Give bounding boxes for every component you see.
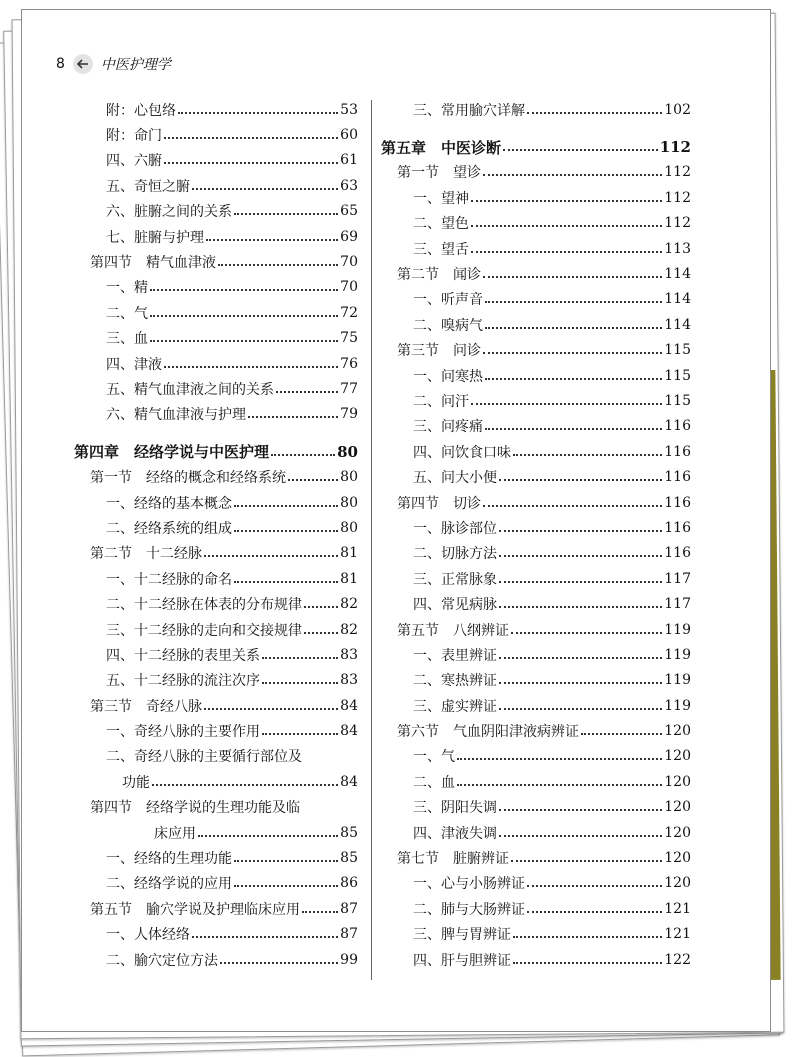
toc-entry-label: 第四节 精气血津液 [90,255,216,272]
toc-entry-label: 五、十二经脉的流注次序 [106,673,260,690]
section-gap [74,427,358,439]
dot-leader [499,581,662,583]
dot-leader [234,860,338,862]
toc-entry-label: 二、经络学说的应用 [106,876,232,893]
toc-item-entry[interactable] [74,376,358,401]
dot-leader [271,454,335,456]
toc-entry-label: 四、问饮食口味 [413,444,511,461]
toc-item-entry[interactable] [74,326,358,351]
toc-entry-page-number: 81 [340,570,358,587]
toc-entry-page-number: 120 [664,723,691,740]
toc-section-entry[interactable] [381,160,691,185]
toc-entry-page-number: 113 [664,240,691,257]
dot-leader [499,682,662,684]
page-header [56,52,171,76]
toc-chapter-entry[interactable] [381,134,691,159]
toc-entry-label: 四、津液失调 [413,825,497,842]
toc-entry-label: 四、六腑 [106,153,162,170]
dot-leader [513,962,662,964]
dot-leader [471,200,662,202]
toc-entry-page-number: 119 [664,672,691,689]
dot-leader [234,530,338,532]
toc-entry-page-number: 120 [664,875,691,892]
toc-entry-page-number: 120 [664,773,691,790]
dot-leader [152,784,338,786]
toc-entry-label: 四、十二经脉的表里关系 [106,647,260,664]
toc-entry-label: 二、奇经八脉的主要循行部位及 [106,749,302,766]
toc-item-entry[interactable] [74,617,358,642]
toc-entry-label: 三、十二经脉的走向和交接规律 [106,622,302,639]
toc-entry-label: 二、嗅病气 [413,317,483,334]
toc-entry-label: 三、正常脉象 [413,571,497,588]
toc-entry-page-number: 85 [340,824,358,841]
toc-entry-label: 二、十二经脉在体表的分布规律 [106,597,302,614]
toc-entry-page-number: 121 [664,900,691,917]
toc-entry-page-number: 119 [664,697,691,714]
toc-section-entry[interactable] [381,617,691,642]
toc-item-entry[interactable] [381,185,691,210]
toc-entry-page-number: 63 [340,177,358,194]
toc-entry-label: 第四章 经络学说与中医护理 [74,443,270,462]
toc-entry-label: 一、十二经脉的命名 [106,571,232,588]
toc-entry-label: 二、切脉方法 [413,546,497,563]
toc-entry-label: 第四节 经络学说的生理功能及临 [90,800,300,817]
toc-item-entry[interactable] [381,388,691,413]
dot-leader [288,479,338,481]
toc-entry-page-number: 119 [664,646,691,663]
dot-leader [457,784,662,786]
toc-item-entry[interactable] [381,591,691,616]
dot-leader [499,809,662,811]
toc-entry-page-number: 120 [664,824,691,841]
toc-left-column [74,97,358,972]
toc-entry-label: 五、奇恒之腑 [106,178,190,195]
toc-entry-page-number: 112 [664,189,691,206]
toc-entry-label: 床应用 [154,825,196,842]
toc-entry-page-number: 70 [340,254,358,271]
dot-leader [150,289,338,291]
toc-entry-label: 一、经络的基本概念 [106,495,232,512]
toc-entry-page-number: 116 [664,469,691,486]
toc-entry-label: 一、听声音 [413,292,483,309]
dot-leader [483,505,662,507]
dot-leader [234,213,338,215]
toc-entry-page-number: 79 [340,406,358,423]
toc-entry-label: 第五节 八纲辨证 [397,622,509,639]
toc-item-entry[interactable] [381,541,691,566]
toc-item-entry[interactable] [74,490,358,515]
toc-entry-label: 第三节 奇经八脉 [90,698,202,715]
toc-entry-label: 第四节 切诊 [397,495,481,512]
dot-leader [192,936,338,938]
toc-entry-label: 一、问寒热 [413,368,483,385]
toc-entry-label: 三、阴阳失调 [413,800,497,817]
dot-leader [164,366,338,368]
page-number: 8 [56,56,65,72]
toc-item-entry[interactable] [381,312,691,337]
dot-leader [499,835,662,837]
toc-entry-page-number: 82 [340,621,358,638]
dot-leader [499,606,662,608]
toc-entry-page-number: 122 [664,951,691,968]
toc-entry-page-number: 72 [340,304,358,321]
dot-leader [511,860,662,862]
toc-entry-page-number: 119 [664,621,691,638]
dot-leader [527,112,662,114]
toc-entry-page-number: 116 [664,519,691,536]
toc-entry-page-number: 120 [664,748,691,765]
toc-right-column [381,97,691,972]
toc-entry-page-number: 83 [340,672,358,689]
toc-item-entry[interactable] [381,896,691,921]
toc-item-entry[interactable] [381,439,691,464]
dot-leader [485,327,662,329]
toc-item-entry[interactable] [381,668,691,693]
toc-item-entry[interactable] [381,236,691,261]
dot-leader [513,454,662,456]
toc-entry-page-number: 80 [337,442,358,461]
toc-entry-label: 第一节 望诊 [397,165,481,182]
toc-entry-page-number: 117 [664,570,691,587]
toc-item-entry[interactable] [74,224,358,249]
toc-entry-page-number: 53 [340,101,358,118]
toc-chapter-entry[interactable] [74,439,358,464]
dot-leader [192,188,338,190]
dot-leader [527,911,662,913]
toc-section-entry[interactable] [381,490,691,515]
toc-item-entry[interactable] [74,148,358,173]
toc-entry-page-number: 81 [340,545,358,562]
toc-item-entry[interactable] [381,566,691,591]
toc-section-entry[interactable] [381,845,691,870]
toc-entry-page-number: 115 [664,392,691,409]
toc-item-entry[interactable] [74,591,358,616]
toc-entry-page-number: 99 [340,951,358,968]
toc-entry-page-number: 60 [340,127,358,144]
toc-item-entry[interactable] [74,642,358,667]
toc-entry-page-number: 61 [340,152,358,169]
toc-entry-label: 六、脏腑之间的关系 [106,204,232,221]
toc-item-entry[interactable] [381,363,691,388]
toc-entry-label: 一、奇经八脉的主要作用 [106,724,260,741]
toc-entry-page-number: 87 [340,926,358,943]
toc-entry-label: 四、津液 [106,356,162,373]
section-gap [381,122,691,134]
dot-leader [218,264,338,266]
toc-item-entry[interactable] [381,947,691,972]
toc-item-entry[interactable] [74,300,358,325]
dot-leader [178,112,338,114]
toc-item-entry[interactable] [381,414,691,439]
toc-entry-label: 一、精 [106,280,148,297]
dot-leader [206,239,338,241]
toc-entry-label: 第五节 腧穴学说及护理临床应用 [90,901,300,918]
dot-leader [485,378,662,380]
toc-entry-page-number: 117 [664,596,691,613]
toc-entry-page-number: 114 [664,316,691,333]
toc-item-entry[interactable] [74,351,358,376]
toc-entry-page-number: 70 [340,279,358,296]
toc-item-entry[interactable] [74,97,358,122]
toc-entry-page-number: 102 [664,101,691,118]
toc-item-entry[interactable] [74,718,358,743]
toc-entry-label: 一、表里辨证 [413,647,497,664]
dot-leader [248,416,338,418]
dot-leader [220,962,338,964]
dot-leader [471,225,662,227]
dot-leader [164,137,338,139]
toc-entry-label: 第二节 十二经脉 [90,546,202,563]
toc-entry-label: 三、常用腧穴详解 [413,102,525,119]
toc-entry-label: 一、心与小肠辨证 [413,876,525,893]
toc-item-entry[interactable] [381,820,691,845]
toc-item-entry[interactable] [74,402,358,427]
toc-entry-label: 一、望神 [413,190,469,207]
dot-leader [234,505,338,507]
dot-leader [511,632,662,634]
toc-entry-label: 第一节 经络的概念和经络系统 [90,470,286,487]
toc-entry-label: 二、肺与大肠辨证 [413,901,525,918]
toc-item-entry[interactable] [74,275,358,300]
toc-entry-page-number: 116 [664,418,691,435]
toc-entry-label: 第六节 气血阴阳津液病辨证 [397,724,579,741]
dot-leader [204,555,338,557]
dot-leader [485,301,662,303]
dot-leader [204,708,338,710]
toc-item-entry[interactable] [381,795,691,820]
toc-section-entry[interactable] [74,795,358,820]
toc-entry-label: 五、问大小便 [413,470,497,487]
dot-leader [485,428,662,430]
toc-entry-page-number: 115 [664,342,691,359]
toc-item-entry[interactable] [74,122,358,147]
toc-entry-label: 六、精气血津液与护理 [106,407,246,424]
dot-leader [262,657,338,659]
toc-entry-label: 一、脉诊部位 [413,520,497,537]
dot-leader [276,391,338,393]
toc-entry-page-number: 85 [340,850,358,867]
dot-leader [262,682,338,684]
toc-entry-label: 三、脾与胃辨证 [413,927,511,944]
toc-section-entry[interactable] [74,541,358,566]
toc-item-entry[interactable] [74,845,358,870]
toc-entry-label: 附：心包络 [106,102,176,119]
toc-item-entry[interactable] [381,744,691,769]
dot-leader [499,708,662,710]
toc-entry-page-number: 116 [664,545,691,562]
toc-item-entry[interactable] [381,464,691,489]
toc-entry-label: 二、血 [413,774,455,791]
toc-entry-label: 四、常见病脉 [413,597,497,614]
toc-entry-label: 三、问疼痛 [413,419,483,436]
dot-leader [513,936,662,938]
toc-item-entry[interactable] [381,871,691,896]
toc-entry-page-number: 82 [340,596,358,613]
toc-entry-page-number: 75 [340,330,358,347]
toc-entry-label: 七、脏腑与护理 [106,229,204,246]
toc-section-entry[interactable] [74,464,358,489]
toc-item-entry[interactable] [381,922,691,947]
dot-leader [471,403,662,405]
dot-leader [198,835,338,837]
toc-item-entry[interactable] [74,668,358,693]
dot-leader [499,530,662,532]
toc-item-entry[interactable] [381,211,691,236]
toc-entry-label: 第二节 闻诊 [397,267,481,284]
toc-item-entry[interactable] [74,820,358,845]
toc-entry-page-number: 114 [664,291,691,308]
dot-leader [304,632,338,634]
toc-entry-label: 二、望色 [413,216,469,233]
toc-item-entry[interactable] [74,199,358,224]
toc-entry-page-number: 84 [340,723,358,740]
dot-leader [234,581,338,583]
dot-leader [483,352,662,354]
toc-entry-page-number: 83 [340,646,358,663]
toc-entry-label: 二、气 [106,305,148,322]
toc-entry-page-number: 112 [664,215,691,232]
toc-entry-page-number: 112 [659,138,691,157]
toc-entry-page-number: 80 [340,469,358,486]
toc-item-entry[interactable] [381,97,691,122]
toc-entry-label: 一、气 [413,749,455,766]
toc-entry-page-number: 76 [340,355,358,372]
toc-entry-page-number: 80 [340,519,358,536]
toc-entry-label: 一、经络的生理功能 [106,851,232,868]
dot-leader [483,276,662,278]
toc-entry-page-number: 86 [340,875,358,892]
toc-entry-label: 第三节 问诊 [397,343,481,360]
toc-entry-page-number: 84 [340,697,358,714]
toc-item-entry[interactable] [74,947,358,972]
toc-entry-page-number: 80 [340,494,358,511]
toc-entry-label: 二、寒热辨证 [413,673,497,690]
toc-entry-label: 二、经络系统的组成 [106,520,232,537]
toc-entry-label: 三、望舌 [413,241,469,258]
toc-entry-page-number: 120 [664,850,691,867]
toc-entry-label: 功能 [122,774,150,791]
dot-leader [457,758,662,760]
toc-item-entry[interactable] [74,769,358,794]
toc-entry-label: 五、精气血津液之间的关系 [106,381,274,398]
toc-entry-page-number: 84 [340,773,358,790]
toc-entry-page-number: 112 [664,164,691,181]
toc-entry-page-number: 87 [340,900,358,917]
dot-leader [499,555,662,557]
dot-leader [527,885,662,887]
dot-leader [302,911,338,913]
toc-section-entry[interactable] [381,261,691,286]
dot-leader [150,340,338,342]
dot-leader [499,479,662,481]
toc-section-entry[interactable] [74,896,358,921]
dot-leader [503,149,658,151]
dot-leader [164,162,338,164]
back-arrow-icon [73,54,93,74]
toc-entry-label: 三、虚实辨证 [413,698,497,715]
toc-section-entry[interactable] [74,249,358,274]
dot-leader [499,657,662,659]
toc-item-entry[interactable] [381,287,691,312]
toc-section-entry[interactable] [381,718,691,743]
toc-entry-page-number: 114 [664,266,691,283]
toc-entry-page-number: 65 [340,203,358,220]
dot-leader [234,885,338,887]
toc-entry-label: 四、肝与胆辨证 [413,952,511,969]
toc-entry-label: 第七节 脏腑辨证 [397,851,509,868]
toc-entry-page-number: 77 [340,380,358,397]
toc-entry-page-number: 116 [664,443,691,460]
toc-item-entry[interactable] [381,769,691,794]
toc-entry-label: 第五章 中医诊断 [381,138,502,157]
toc-section-entry[interactable] [381,338,691,363]
toc-item-entry[interactable] [381,642,691,667]
dot-leader [471,251,662,253]
toc-item-entry[interactable] [74,922,358,947]
book-title: 中医护理学 [100,57,171,73]
toc-entry-label: 一、人体经络 [106,927,190,944]
toc-entry-page-number: 116 [664,494,691,511]
toc-entry-label: 三、血 [106,331,148,348]
toc-entry-page-number: 120 [664,799,691,816]
dot-leader [483,174,662,176]
dot-leader [581,733,662,735]
column-divider [371,100,372,980]
dot-leader [262,733,338,735]
dot-leader [304,606,338,608]
toc-item-entry[interactable] [381,693,691,718]
toc-entry-label: 附：命门 [106,128,162,145]
dot-leader [150,315,338,317]
toc-item-entry[interactable] [74,744,358,769]
toc-entry-label: 二、腧穴定位方法 [106,952,218,969]
toc-entry-page-number: 121 [664,926,691,943]
toc-item-entry[interactable] [74,515,358,540]
toc-item-entry[interactable] [74,871,358,896]
toc-entry-page-number: 69 [340,228,358,245]
toc-entry-page-number: 115 [664,367,691,384]
toc-entry-label: 二、问汗 [413,393,469,410]
toc-section-entry[interactable] [74,693,358,718]
toc-item-entry[interactable] [74,173,358,198]
toc-item-entry[interactable] [381,515,691,540]
toc-item-entry[interactable] [74,566,358,591]
